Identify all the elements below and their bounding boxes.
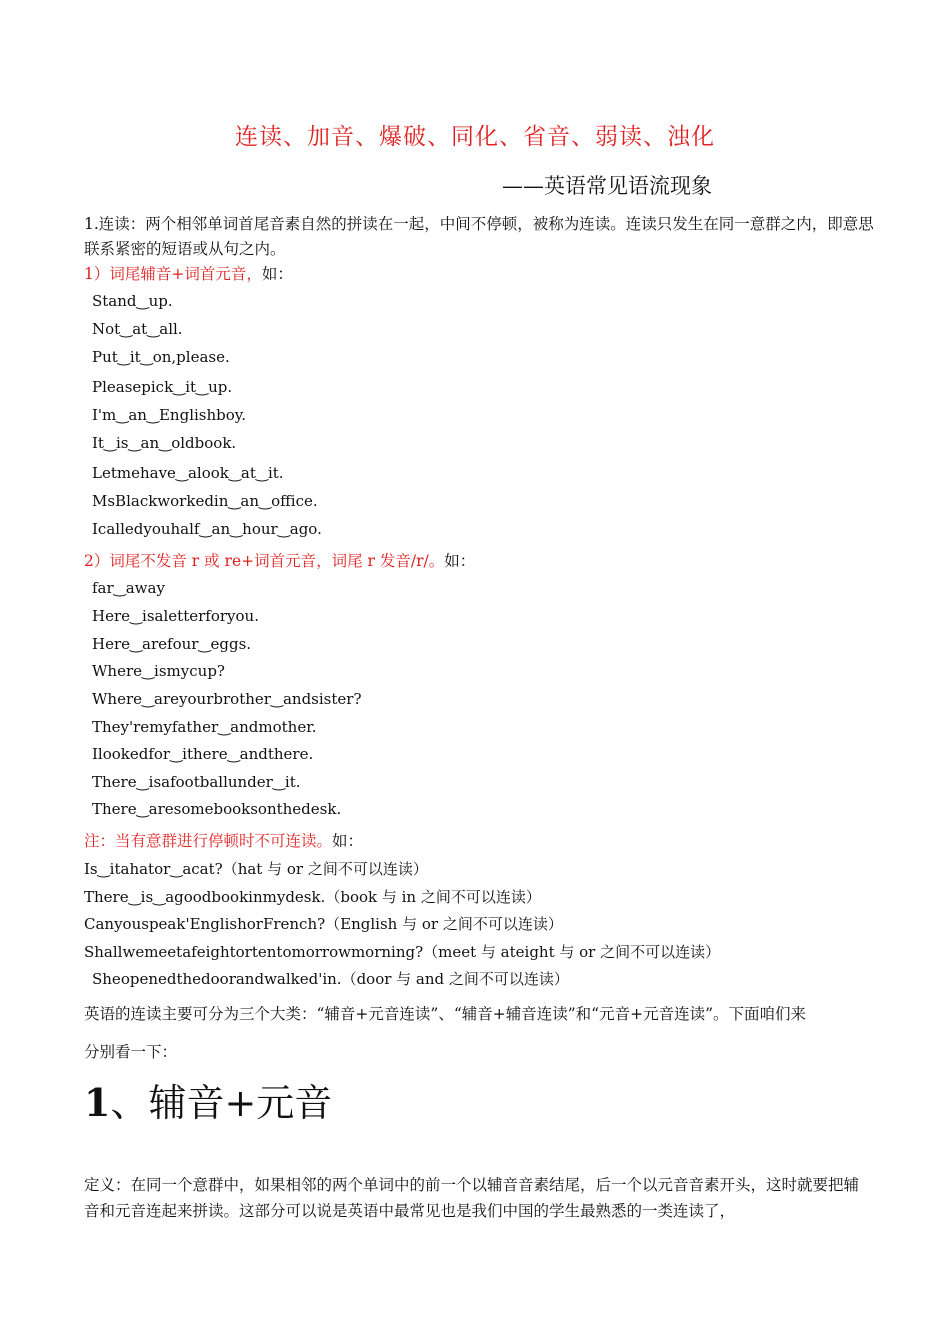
note-example-line: Sheopenedthedoorandwalked'in.（door 与 and 之间不可以连读）	[92, 970, 569, 988]
example-line: Where‿areyourbrother‿andsister?	[92, 690, 362, 708]
section1-heading-text: 1）词尾辅音+词首元音，	[84, 265, 262, 283]
example-line: Not‿at‿all.	[92, 320, 183, 338]
intro-paragraph: 1.连读：两个相邻单词首尾音素自然的拼读在一起，中间不停顿，被称为连读。连读只发生在同一意群之内，即意思联系紧密的短语或从句之内。	[84, 215, 874, 258]
example-line: Icalledyouhalf‿an‿hour‿ago.	[92, 520, 322, 538]
section2-heading-suffix: 如：	[444, 552, 476, 570]
example-line: Where‿ismycup?	[92, 662, 225, 680]
example-line: It‿is‿an‿oldbook.	[92, 434, 237, 452]
definition-paragraph: 定义：在同一个意群中，如果相邻的两个单词中的前一个以辅音音素结尾，后一个以元音音素开头，这时就要把辅音和元音连起来拼读。这部分可以说是英语中最常见也是我们中国的学生最熟悉的一类连读了，	[84, 1176, 860, 1220]
note-example-line: Shallwemeetafeightortentomorrowmorning?（meet 与 ateight 与 or 之间不可以连读）	[84, 943, 721, 961]
note-heading	[84, 829, 363, 854]
page-title: 连读、加音、爆破、同化、省音、弱读、浊化	[235, 124, 715, 150]
example-line: Pleasepick‿it‿up.	[92, 378, 233, 396]
example-line: Ilookedfor‿ithere‿andthere.	[92, 745, 314, 763]
example-line: Letmehave‿alook‿at‿it.	[92, 464, 284, 482]
example-line: Here‿isaletterforyou.	[92, 607, 259, 625]
section2-heading-text: 2）词尾不发音 r 或 re+词首元音，词尾 r 发音/r/。	[84, 552, 445, 570]
note-example-line: There‿is‿agoodbookinmydesk.（book 与 in 之间不可以连读）	[84, 888, 541, 906]
big-heading-text: 、辅音+元音	[110, 1081, 333, 1125]
note-example-line: Is‿itahator‿acat?（hat 与 or 之间不可以连读）	[84, 860, 428, 878]
example-line: They'remyfather‿andmother.	[92, 718, 317, 736]
section1-heading	[84, 262, 293, 287]
note-heading-suffix: 如：	[332, 832, 364, 850]
example-line: MsBlackworkedin‿an‿office.	[92, 492, 318, 510]
section-big-heading	[84, 1072, 332, 1127]
section1-heading-suffix: 如：	[261, 265, 293, 283]
section2-heading	[84, 549, 475, 574]
summary-line: 分别看一下：	[84, 1043, 178, 1061]
example-line: far‿away	[92, 579, 165, 597]
note-example-line: Canyouspeak'EnglishorFrench?（English 与 or 之间不可以连读）	[84, 915, 563, 933]
example-line: There‿isafootballunder‿it.	[92, 773, 301, 791]
example-line: I'm‿an‿Englishboy.	[92, 406, 247, 424]
example-line: Stand‿up.	[92, 292, 173, 310]
example-line: Put‿it‿on,please.	[92, 348, 230, 366]
example-line: Here‿arefour‿eggs.	[92, 635, 252, 653]
example-line: There‿aresomebooksonthedesk.	[92, 800, 342, 818]
note-heading-text: 注：当有意群进行停顿时不可连读。	[84, 832, 333, 850]
page-subtitle: ——英语常见语流现象	[502, 174, 712, 198]
summary-line: 英语的连读主要可分为三个大类：“辅音+元音连读”、“辅音+辅音连读”和“元音+元音连读”。下面咱们来	[84, 1005, 807, 1023]
big-heading-number: 1	[84, 1080, 111, 1125]
